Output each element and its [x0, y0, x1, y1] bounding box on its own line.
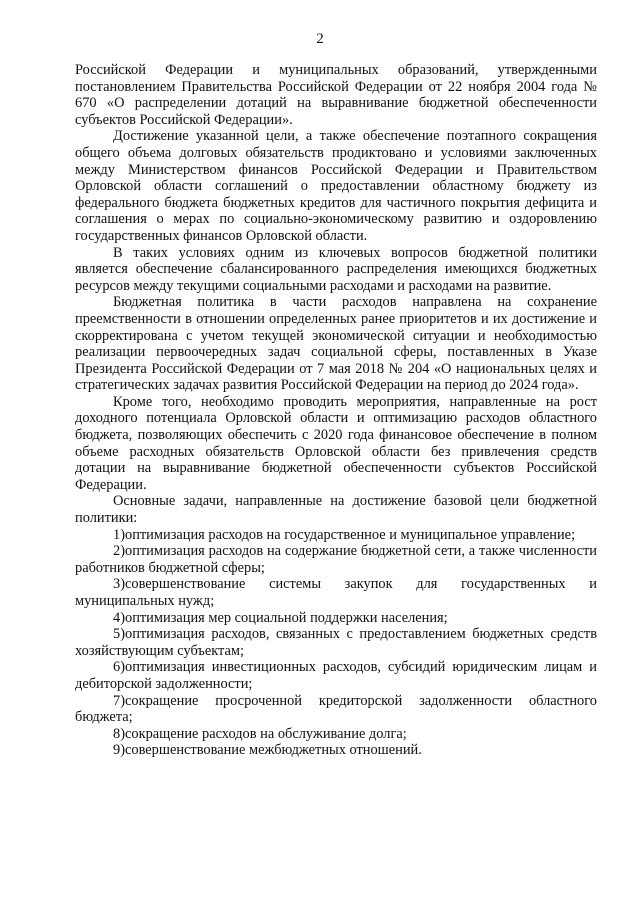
- list-item: [75, 543, 597, 576]
- list-item-number: 4): [113, 609, 125, 626]
- list-item-text: оптимизация расходов на государственное и муниципальное управление;: [125, 526, 576, 543]
- list-item-text: оптимизация расходов, связанных с предоставлением бюджетных средств хозяйствующим субъектам;: [75, 626, 597, 659]
- list-item-number: 5): [113, 626, 125, 643]
- list-item: [75, 626, 597, 659]
- list-item: [75, 576, 597, 609]
- list-item-text: оптимизация инвестиционных расходов, субсидий юридическим лицам и дебиторской задолженности;: [75, 659, 597, 692]
- list-item: [75, 610, 597, 627]
- list-item-text: совершенствование системы закупок для государственных и муниципальных нужд;: [75, 576, 597, 609]
- list-item-text: совершенствование межбюджетных отношений.: [125, 742, 422, 759]
- page-number: 2: [316, 31, 324, 47]
- list-item-number: 1): [113, 526, 125, 543]
- list-item-text: сокращение расходов на обслуживание долга;: [125, 725, 407, 742]
- paragraph-main-tasks-intro: Основные задачи, направленные на достижение базовой цели бюджетной политики:: [75, 493, 597, 527]
- list-item: [75, 742, 597, 759]
- list-item-text: оптимизация мер социальной поддержки населения;: [125, 609, 448, 626]
- paragraph-expenditure-policy: Бюджетная политика в части расходов направлена на сохранение преемственности в отношении определенных ранее приоритетов и их достижение и скорректирована с учетом текущей экономической ситуации и необходимостью реализации первоочередных задач социальной сферы, поставленных в Указе Президента Российской Федерации от 7 мая 2018 № 204 «О национальных целях и стратегических задачах развития Российской Федерации на период до 2024 года».: [75, 294, 597, 394]
- list-item-number: 8): [113, 725, 125, 742]
- list-item-number: 2): [113, 543, 125, 560]
- document-body: [75, 62, 597, 759]
- list-item-number: 3): [113, 576, 125, 593]
- list-item-number: 9): [113, 742, 125, 759]
- list-item-number: 6): [113, 659, 125, 676]
- paragraph-continuation: Российской Федерации и муниципальных образований, утвержденными постановлением Правительства Российской Федерации от 22 ноября 2004 года № 670 «О распределении дотаций на выравнивание бюджетной обеспеченности субъектов Российской Федерации».: [75, 62, 597, 128]
- paragraph-debt-obligations: Достижение указанной цели, а также обеспечение поэтапного сокращения общего объема долговых обязательств продиктовано и условиями заключенных между Министерством финансов Российской Федерации и Правительством Орловской области соглашений о предоставлении областному бюджету из федерального бюджета бюджетных кредитов для частичного покрытия дефицита и соглашения о мерах по социально-экономическому развитию и оздоровлению государственных финансов Орловской области.: [75, 128, 597, 244]
- paragraph-key-issue: В таких условиях одним из ключевых вопросов бюджетной политики является обеспечение сбалансированного распределения имеющихся бюджетных ресурсов между текущими социальными расходами и расходами на развитие.: [75, 244, 597, 294]
- list-item: [75, 527, 597, 544]
- paragraph-revenue-potential: Кроме того, необходимо проводить мероприятия, направленные на рост доходного потенциала Орловской области и оптимизацию расходов областного бюджета, позволяющих обеспечить с 2020 года финансовое обеспечение в полном объеме расходных обязательств Орловской области без привлечения средств дотации на выравнивание бюджетной обеспеченности субъектов Российской Федерации.: [75, 393, 597, 493]
- list-item: [75, 659, 597, 692]
- list-item-number: 7): [113, 692, 125, 709]
- list-item: [75, 726, 597, 743]
- list-item-text: оптимизация расходов на содержание бюджетной сети, а также численности работников бюджетной сферы;: [75, 543, 597, 576]
- list-item: [75, 693, 597, 726]
- list-item-text: сокращение просроченной кредиторской задолженности областного бюджета;: [75, 692, 597, 726]
